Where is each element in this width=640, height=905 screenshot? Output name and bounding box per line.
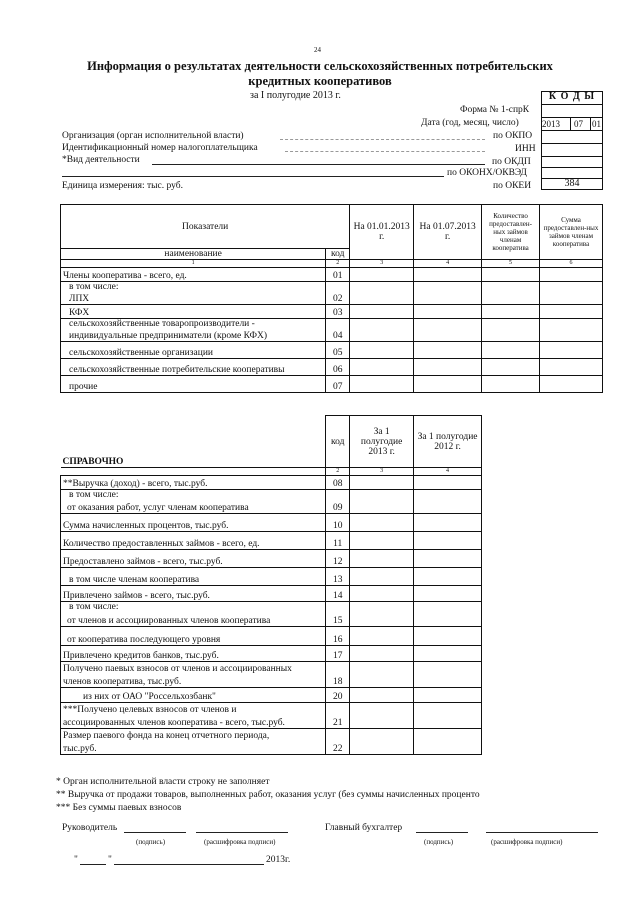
table-row: тыс.руб. 22: [61, 741, 482, 755]
chief-signature-caption: (подпись): [424, 838, 454, 846]
table-row: от кооператива последующего уровня 16: [61, 627, 482, 646]
note-1: * Орган исполнительной власти строку не заполняет: [56, 777, 270, 787]
codes-header: К О Д Ы: [548, 91, 596, 102]
table-row: **Выручка (доход) - всего, тыс.руб. 08: [61, 476, 482, 490]
org-label: Организация (орган исполнительной власти): [62, 131, 244, 141]
okei-value: 384: [564, 178, 580, 189]
table-row: от членов и ассоциированных членов кооператива 15: [61, 612, 482, 627]
chief-decode-caption: (расшифровка подписи): [491, 838, 563, 846]
col-date2: На 01.07.2013 г.: [414, 205, 482, 260]
table-row: индивидуальные предприниматели (кроме КФХ) 04: [61, 329, 603, 341]
okpo-label: по ОКПО: [493, 131, 533, 141]
table-row: в том числе членам кооператива 13: [61, 567, 482, 585]
page-number: 24: [314, 46, 321, 54]
report-period: за I полугодие 2013 г.: [250, 90, 341, 101]
table-row: Размер паевого фонда на конец отчетного периода,: [61, 729, 482, 741]
table-row: от оказания работ, услуг членам кооператива 09: [61, 500, 482, 513]
col-period2: За 1 полугодие 2012 г.: [414, 416, 482, 468]
okei-label: по ОКЕИ: [493, 181, 532, 191]
col-indicators: Показатели: [61, 205, 350, 249]
table-row: Сумма начисленных процентов, тыс.руб. 10: [61, 513, 482, 531]
col-name: наименование: [61, 249, 326, 260]
date-label: Дата (год, месяц, число): [421, 118, 519, 128]
head-decode-caption: (расшифровка подписи): [204, 838, 276, 846]
note-2: ** Выручка от продажи товаров, выполненных работ, оказания услуг (без суммы начисленных проценто: [56, 790, 480, 800]
col-code: код: [326, 249, 350, 260]
inn-label: ИНН: [515, 144, 536, 154]
table-row: в том числе:: [61, 282, 603, 293]
date-month: 07: [574, 119, 583, 129]
col-period1: За 1 полугодие 2013 г.: [350, 416, 414, 468]
table-row: КФХ 03: [61, 304, 603, 318]
table-row: Предоставлено займов - всего, тыс.руб. 12: [61, 549, 482, 567]
table-row: ЛПХ 02: [61, 292, 603, 304]
table-row: сельскохозяйственные организации 05: [61, 341, 603, 358]
section-label: СПРАВОЧНО: [61, 416, 326, 468]
head-label: Руководитель: [62, 823, 118, 833]
head-signature-caption: (подпись): [136, 838, 166, 846]
title-line-2: кредитных кооперативов: [248, 74, 392, 88]
table-row: в том числе:: [61, 490, 482, 501]
table-row: сельскохозяйственные товаропроизводители -: [61, 318, 603, 329]
table-row: Члены кооператива - всего, ед. 01: [61, 268, 603, 282]
table-row: Количество предоставленных займов - всего, ед. 11: [61, 531, 482, 549]
table-row: в том числе:: [61, 601, 482, 612]
form-label: Форма № 1-спрК: [460, 105, 530, 115]
col-code: код: [326, 416, 350, 468]
date-quote-open: ": [74, 855, 78, 865]
note-3: *** Без суммы паевых взносов: [56, 803, 182, 813]
chief-accountant-label: Главный бухгалтер: [325, 823, 403, 833]
activity-label: *Вид деятельности: [62, 155, 140, 165]
table-row: Получено паевых взносов от членов и ассоциированных: [61, 662, 482, 674]
title-line-1: Информация о результатах деятельности сельскохозяйственных потребительских: [87, 59, 553, 73]
date-year-suffix: 2013г.: [266, 855, 291, 865]
okonh-label: по ОКОНХ/ОКВЭД: [447, 168, 527, 178]
table-row: сельскохозяйственные потребительские кооперативы 06: [61, 358, 603, 375]
table-row: прочие 07: [61, 375, 603, 392]
table-row: членов кооператива, тыс.руб. 18: [61, 674, 482, 688]
date-quote-close: ": [108, 855, 112, 865]
table-row: из них от ОАО "Россельхозбанк" 20: [61, 688, 482, 703]
unit-label: Единица измерения: тыс. руб.: [62, 181, 183, 191]
members-table: Показатели На 01.01.2013 г. На 01.07.2013 г. Количество предоставлен-ных займов членам кооператива Сумма предоставлен-ных займов членам кооператива наименование код 1 2 3 4 5 6 Члены кооператива - всего, ед. 01 в том числе: ЛПХ 02 КФХ 03 сельскохозяйственные товаропроизводители - индивидуальные предприниматели (кроме КФХ) 04 сельскохозяйственные организации 05 сельскохозяйственные потребительские кооперативы 06 прочие 07: [60, 204, 603, 393]
okdp-label: по ОКДП: [492, 157, 531, 167]
date-day: 01: [592, 119, 601, 129]
table-row: Привлечено кредитов банков, тыс.руб. 17: [61, 646, 482, 662]
date-year: 2013: [542, 119, 560, 129]
col-loan-sum: Сумма предоставлен-ных займов членам кооператива: [540, 205, 603, 260]
reference-table: СПРАВОЧНО код За 1 полугодие 2013 г. За 1 полугодие 2012 г. 2 3 4 **Выручка (доход) - всего, тыс.руб. 08 в том числе: от оказания работ, услуг членам кооператива 09 Сумма начисленных процентов, тыс.руб. 10 Количество предоставленных займов - всего, ед. 11 Предоставлено займов - всего, тыс.руб. 12 в том числе членам кооператива 13 Привлечено займов - всего, тыс.руб. 14 в том числе: от членов и ассоциированных членов кооператива 15 от кооператива последующего уровня 16 Привлечено кредитов банков, тыс.руб. 17 Получено паевых взносов от членов и ассоциированных членов кооператива, тыс.руб. 18 из них от ОАО "Россельхозбанк" 20 ***Получено целевых взносов от членов и ассоциированных членов кооператива - всего, тыс.руб. 21 Размер паевого фонда на конец отчетного периода, тыс.руб. 22: [60, 415, 482, 755]
inn-org-label: Идентификационный номер налогоплательщика: [62, 143, 258, 153]
col-date1: На 01.01.2013 г.: [350, 205, 414, 260]
table-row: ***Получено целевых взносов от членов и: [61, 703, 482, 715]
table-row: ассоциированных членов кооператива - всего, тыс.руб. 21: [61, 715, 482, 729]
table-row: Привлечено займов - всего, тыс.руб. 14: [61, 585, 482, 601]
codes-box: [541, 91, 603, 190]
col-loan-count: Количество предоставлен-ных займов членам кооператива: [482, 205, 540, 260]
